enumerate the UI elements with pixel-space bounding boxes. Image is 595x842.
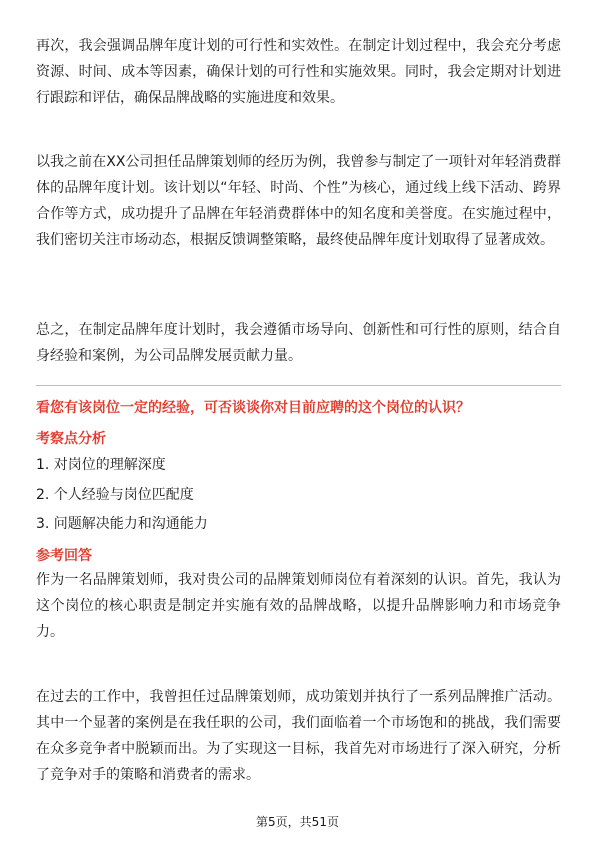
paragraph-feasibility: 再次，我会强调品牌年度计划的可行性和实效性。在制定计划过程中，我会充分考虑资源、时间、成本等因素，确保计划的可行性和实施效果。同时，我会定期对计划进行跟踪和评估，确保品牌战略的实施进度和效果。 [36, 38, 561, 106]
paragraph-summary: 总之，在制定品牌年度计划时，我会遵循市场导向、创新性和可行性的原则，结合自身经验和案例，为公司品牌发展贡献力量。 [36, 322, 561, 364]
analysis-item: 3. 问题解决能力和沟通能力 [36, 516, 208, 532]
interview-question: 看您有该岗位一定的经验，可否谈谈你对目前应聘的这个岗位的认识？ [36, 400, 470, 416]
answer-paragraph: 作为一名品牌策划师，我对贵公司的品牌策划师岗位有着深刻的认识。首先，我认为这个岗位的核心职责是制定并实施有效的品牌战略，以提升品牌影响力和市场竞争力。 [36, 572, 561, 640]
section-divider [36, 385, 561, 386]
page-footer: 第5页，共51页 [256, 815, 339, 829]
analysis-item: 1. 对岗位的理解深度 [36, 457, 166, 473]
analysis-item: 2. 个人经验与岗位匹配度 [36, 487, 194, 503]
answer-paragraph: 在过去的工作中，我曾担任过品牌策划师，成功策划并执行了一系列品牌推广活动。其中一个显著的案例是在我任职的公司，我们面临着一个市场饱和的挑战，我们需要在众多竞争者中脱颖而出。为了实现这一目标，我首先对市场进行了深入研究，分析了竞争对手的策略和消费者的需求。 [36, 689, 561, 783]
answer-heading: 参考回答 [36, 548, 92, 564]
analysis-heading: 考察点分析 [36, 431, 106, 447]
paragraph-case-example: 以我之前在XX公司担任品牌策划师的经历为例，我曾参与制定了一项针对年轻消费群体的品牌年度计划。该计划以“年轻、时尚、个性”为核心，通过线上线下活动、跨界合作等方式，成功提升了品牌在年轻消费群体中的知名度和美誉度。在实施过程中，我们密切关注市场动态，根据反馈调整策略，最终使品牌年度计划取得了显著成效。 [36, 154, 561, 248]
